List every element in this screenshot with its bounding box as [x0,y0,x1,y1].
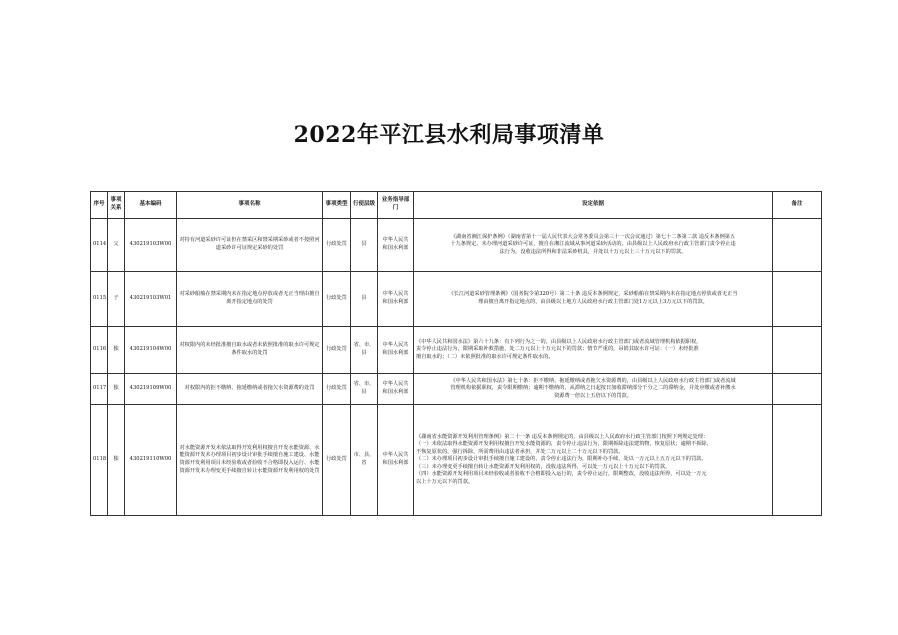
basis-line: （二）未办理项目初步设计审批手续擅自施工建设的，责令停止违法行为，限期补办手续，处以一万元以上五万元以下的罚款。 [416,456,707,463]
cell-name: 对权限内的拒不缴纳、拖延缴纳或者拖欠水资源费的处罚 [177,374,323,405]
basis-line: 管理机构依据职权，责令限期缴纳；逾期不缴纳的，从滞纳之日起按日加收滞纳部分千分之二的滞纳金，并处应缴或者补缴水 [450,385,736,392]
cell-name: 对持有河道采砂许可证但在禁采区和禁采期采砂或者不按照河道采砂许可证规定采砂的处罚 [177,219,323,272]
table-row [91,327,822,374]
cell-basis [414,219,773,272]
cell-level: 省、市、县 [351,374,378,405]
header-remark: 备注 [773,192,822,219]
cell-dept: 中华人民共和国水利部 [378,327,414,374]
cell-name: 对权限内的未经批准擅自取水或者未依照批准的取水许可规定条件取水的处罚 [177,327,323,374]
cell-seq: 0118 [91,405,108,516]
basis-line: 《湖南省水能资源开发利用管理条例》第二十一条 违反本条例规定的，由县级以上人民政府水行政主管部门按照下列规定处理： [416,433,709,440]
table-row [91,272,822,327]
cell-remark [773,219,822,272]
cell-remark [773,272,822,327]
header-dept: 业务指导部门 [378,192,414,219]
basis-line: （三）未办理变更手续擅自转让水能资源开发利用权的，没收违法所得，可以处一万元以上十万元以下的罚款。 [416,463,671,470]
cell-code: 430219103W01 [125,272,177,327]
cell-level: 市、县、省 [351,405,378,516]
cell-relation: 独 [108,374,125,405]
cell-level: 县 [351,272,378,327]
cell-type: 行政处罚 [323,272,351,327]
basis-line: 理由擅自离开指定地点的，由县级以上地方人民政府水行政主管部门处1万元以上3万元以下的罚款。 [478,299,708,305]
cell-basis [414,405,773,516]
basis-line: 责令停止违法行为，限期采取补救措施，处二万元以上十万元以下的罚款；情节严重的，吊销其取水许可证：（一）未经批准 [416,346,699,353]
header-code: 基本编码 [125,192,177,219]
cell-remark [773,327,822,374]
cell-basis [414,272,773,327]
cell-remark [773,405,822,516]
cell-code: 430219104W00 [125,327,177,374]
basis-line: 《中华人民共和国水法》第七十条：拒不缴纳、拖延缴纳或者拖欠水资源费的，由县级以上人民政府水行政主管部门或者流域 [450,377,736,384]
basis-line: 资源费一倍以上五倍以下的罚款。 [554,392,632,399]
basis-line: 法行为，没收违法所得和非法采砂机具，并处以十万元以上三十万元以下的罚款。 [499,248,687,255]
basis-line: （一）未依法取得水能资源开发利用权擅自开发水能资源的，责令停止违法行为，限期拆除违法建筑物，恢复原状；逾期不拆除、 [416,441,712,448]
basis-line: （四）水能资源开发利用项目未经验收或者验收不合格即投入运行的，责令停止运行，限期整改，没收违法所得，可以处一万元 [416,471,707,478]
cell-relation: 子 [108,272,125,327]
header-type: 事项类型 [323,192,351,219]
cell-dept: 中华人民共和国水利部 [378,219,414,272]
cell-name: 对采砂船舶在禁采期内未在指定地点停放或者无正当理由擅自离开指定地点的处罚 [177,272,323,327]
cell-code: 430219103W00 [125,219,177,272]
header-level: 行使层级 [351,192,378,219]
cell-type: 行政处罚 [323,327,351,374]
basis-line: 《湖南省湘江保护条例》（湖南省第十一届人民代表大会常务委员会第三十一次会议通过）第七十二条第二款 违反本条例第五 [450,233,736,240]
cell-code: 430219109W00 [125,374,177,405]
cell-seq: 0115 [91,272,108,327]
cell-seq: 0116 [91,327,108,374]
cell-name: 对水能资源开发未依法取得开发利用权擅自开发水能资源、水能资源开发未办理项目初步设计审批手续擅自施工建设、水能资源开发利用项目未经验收或者验收不合格即投入运行、水能资源开发未办理变更手续擅自转让水能资源开发利用权的处罚 [177,405,323,516]
items-table [90,191,822,516]
table-row [91,374,822,405]
cell-relation: 独 [108,405,125,516]
cell-seq: 0114 [91,219,108,272]
cell-seq: 0117 [91,374,108,405]
cell-relation: 独 [108,327,125,374]
header-relation: 事项关系 [108,192,125,219]
basis-line: 擅自取水的；（二）未依照批准的取水许可规定条件取水的。 [416,353,554,360]
cell-level: 县 [351,219,378,272]
basis-line: 以上十万元以下的罚款。 [416,478,474,485]
cell-basis [414,374,773,405]
cell-level: 省、市、县 [351,327,378,374]
cell-remark [773,374,822,405]
header-name: 事项名称 [177,192,323,219]
cell-type: 行政处罚 [323,374,351,405]
basis-line: 《长江河道采砂管理条例》（国务院令第320号）第二十条 违反本条例规定，采砂船舶在禁采期内未在指定地点停放或者无正当 [448,291,738,298]
basis-line: 《中华人民共和国水法》第六十九条：有下列行为之一的，由县级以上人民政府水行政主管部门或者流域管理机构依据职权， [416,338,702,345]
cell-basis [414,327,773,374]
header-seq: 序号 [91,192,108,219]
header-basis: 设定依据 [414,192,773,219]
basis-line: 十九条规定，未办理河道采砂许可证，擅自在湘江流域从事河道采砂活动的，由县级以上人民政府水行政主管部门责令停止违 [450,241,736,248]
basis-line: 不恢复原状的，强行拆除，所需费用由违法者承担，并处二万元以上二十万元以下的罚款。 [416,448,624,455]
items-table-wrapper [90,191,821,516]
cell-type: 行政处罚 [323,219,351,272]
cell-dept: 中华人民共和国水利部 [378,374,414,405]
cell-dept: 中华人民共和国水利部 [378,405,414,516]
table-row [91,219,822,272]
cell-type: 行政处罚 [323,405,351,516]
table-header-row [91,192,822,219]
page-title: 2022年平江县水利局事项清单 [293,122,605,148]
cell-relation: 父 [108,219,125,272]
table-row [91,405,822,516]
cell-code: 430219110W00 [125,405,177,516]
cell-dept: 中华人民共和国水利部 [378,272,414,327]
